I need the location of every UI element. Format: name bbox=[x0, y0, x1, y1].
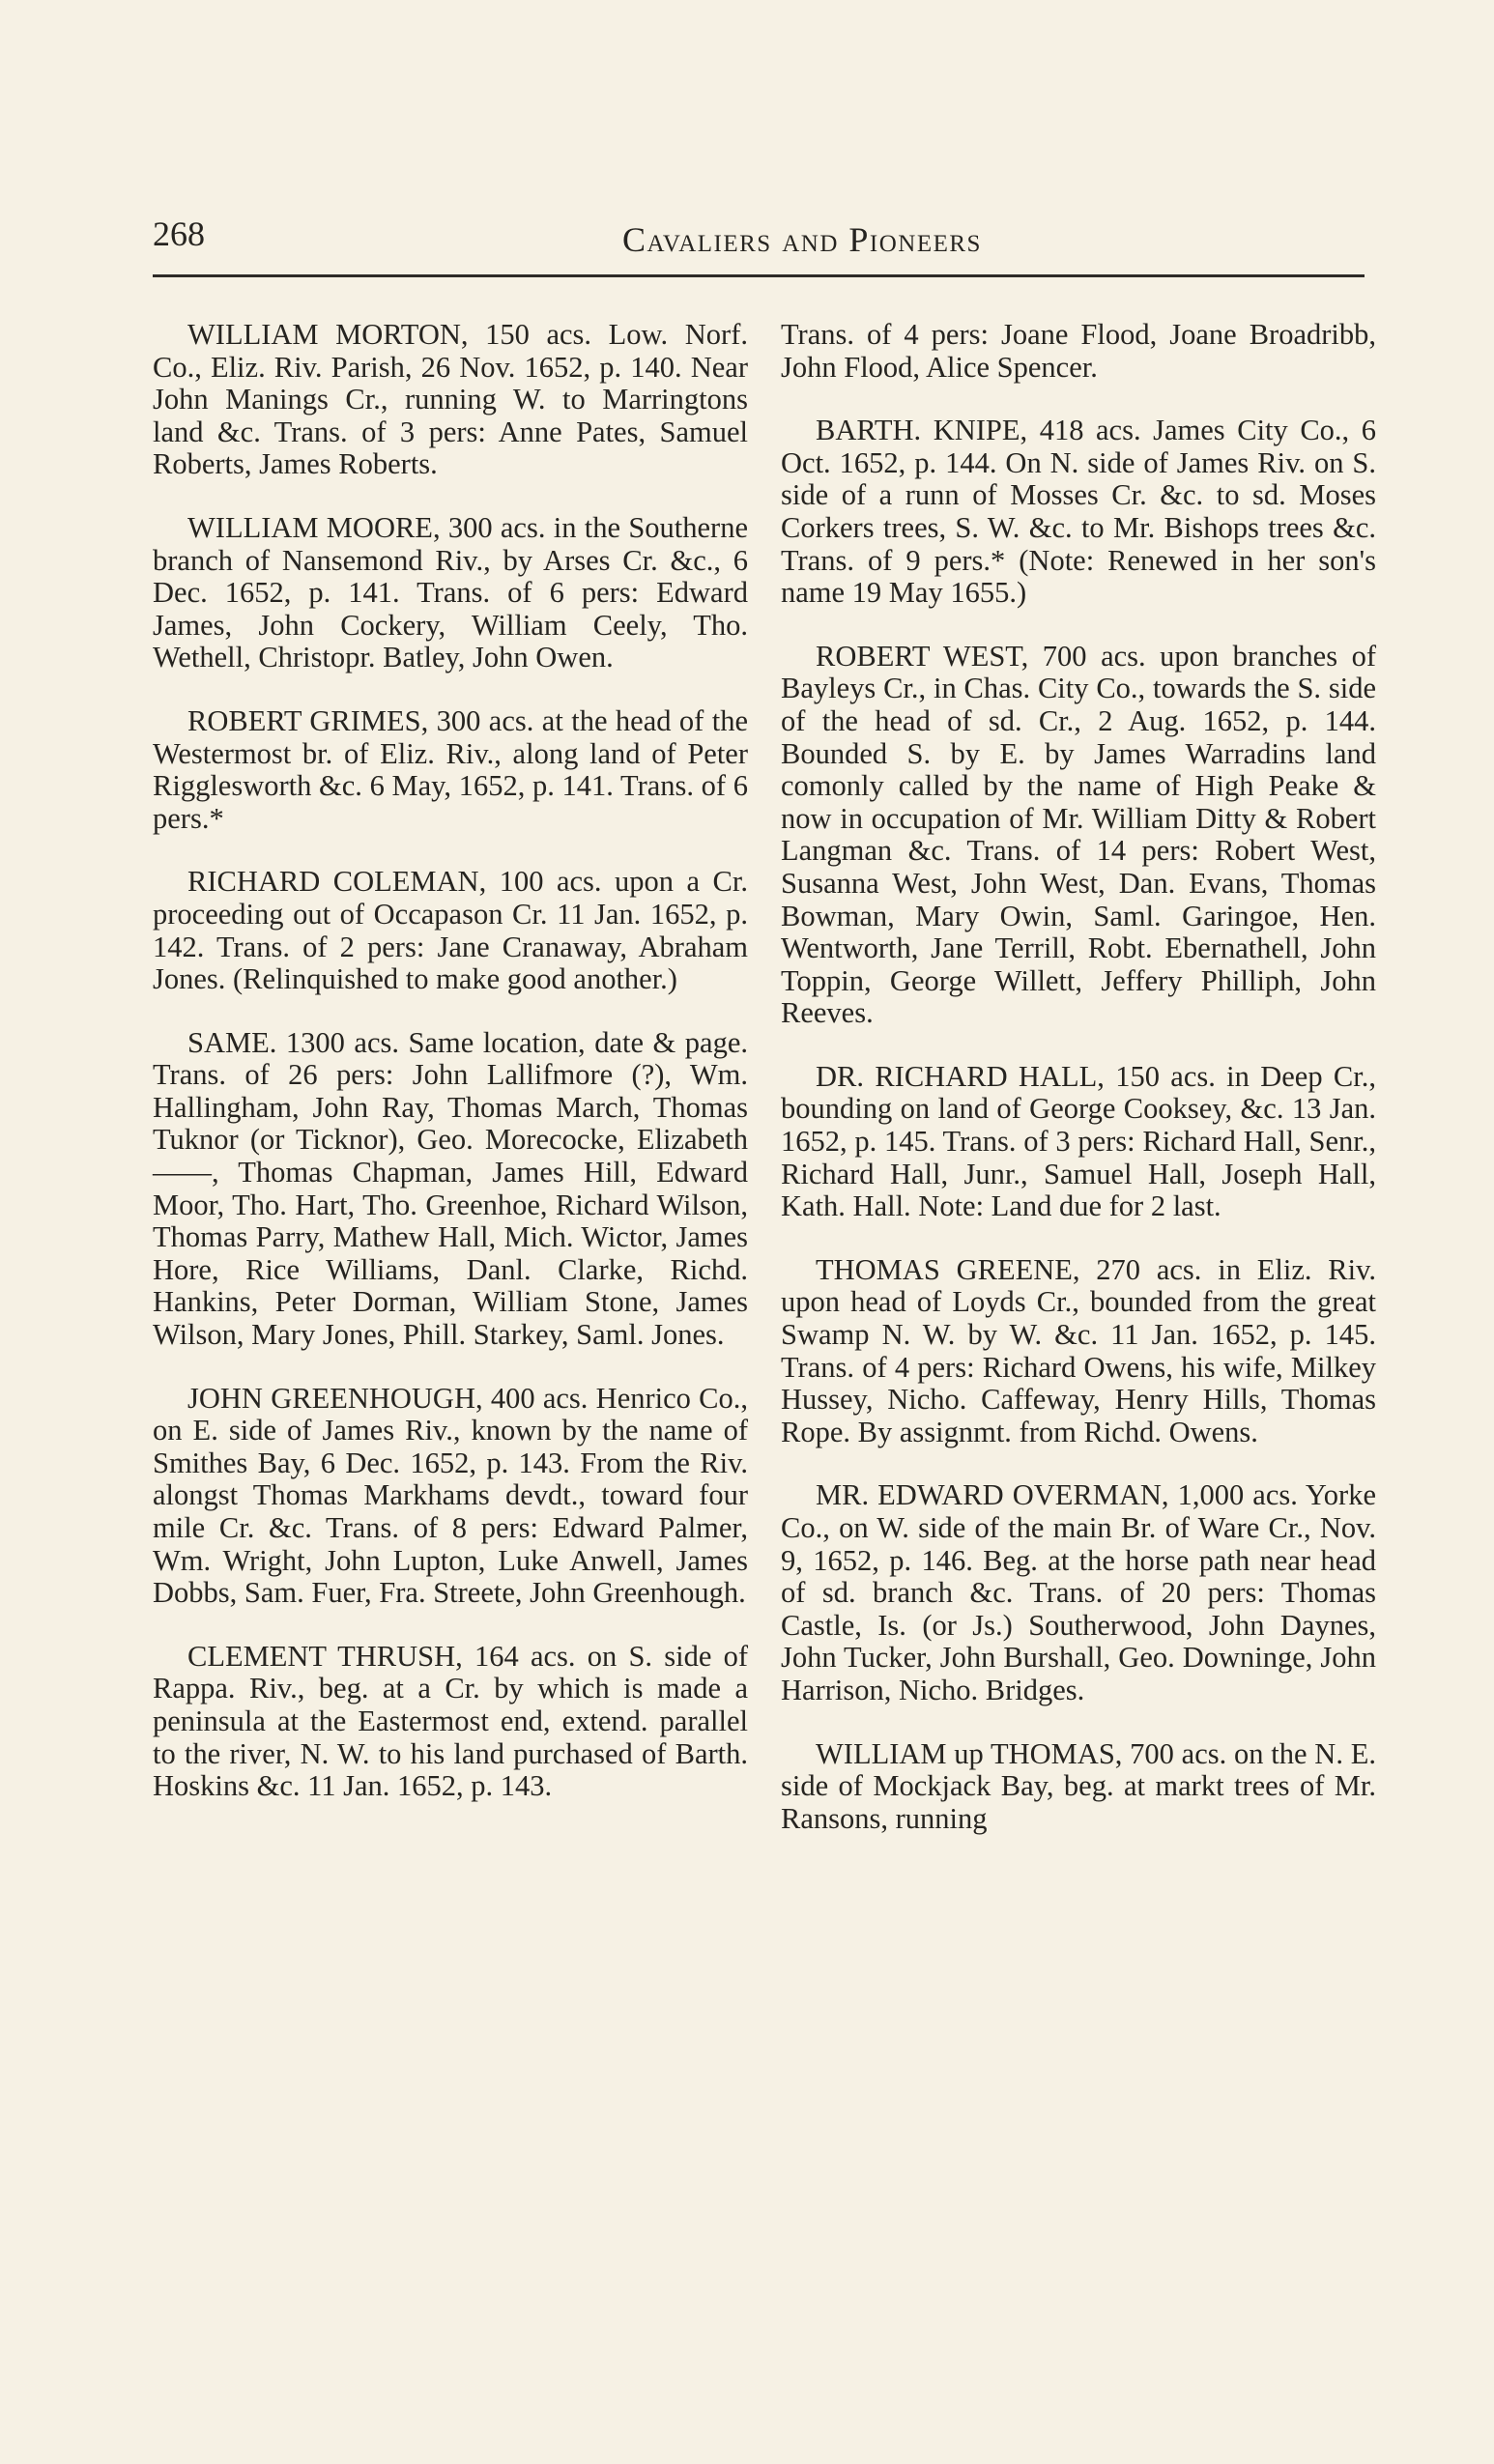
entry-william-up-thomas: WILLIAM up THOMAS, 700 acs. on the N. E. side of Mockjack Bay, beg. at markt trees of Mr. Ransons, running bbox=[781, 1736, 1376, 1835]
right-column bbox=[781, 319, 1376, 1866]
header-rule bbox=[153, 274, 1365, 277]
entry-clement-thrush: CLEMENT THRUSH, 164 acs. on S. side of Rappa. Riv., beg. at a Cr. by which is made a peninsula at the Eastermost end, extend. parallel to the river, N. W. to his land purchased of Barth. Hoskins &c. 11 Jan. 1652, p. 143. bbox=[153, 1639, 748, 1803]
entry-thomas-greene: THOMAS GREENE, 270 acs. in Eliz. Riv. upon head of Loyds Cr., bounded from the great Swamp N. W. by W. &c. 11 Jan. 1652, p. 145. Trans. of 4 pers: Richard Owens, his wife, Milkey Hussey, Nicho. Caffeway, Henry Hills, Thomas Rope. By assignmt. from Richd. Owens. bbox=[781, 1252, 1376, 1448]
running-title: Cavaliers and Pioneers bbox=[622, 220, 982, 259]
entry-edward-overman: MR. EDWARD OVERMAN, 1,000 acs. Yorke Co., on W. side of the main Br. of Ware Cr., Nov. 9, 1652, p. 146. Beg. at the horse path near head of sd. branch &c. Trans. of 20 pers: Thomas Castle, Is. (or Js.) Southerwood, John Daynes, John Tucker, John Burshall, Geo. Downinge, John Harrison, Nicho. Bridges. bbox=[781, 1478, 1376, 1706]
left-column bbox=[153, 319, 748, 1834]
page-number: 268 bbox=[153, 215, 205, 253]
entry-barth-knipe: BARTH. KNIPE, 418 acs. James City Co., 6 Oct. 1652, p. 144. On N. side of James Riv. on S. side of a runn of Mosses Cr. &c. to sd. Moses Corkers trees, S. W. &c. to Mr. Bishops trees &c. Trans. of 9 pers.* (Note: Renewed in her son's name 19 May 1655.) bbox=[781, 414, 1376, 610]
entry-william-morton: WILLIAM MORTON, 150 acs. Low. Norf. Co., Eliz. Riv. Parish, 26 Nov. 1652, p. 140. Near John Manings Cr., running W. to Marringtons land &c. Trans. of 3 pers: Anne Pates, Samuel Roberts, James Roberts. bbox=[153, 318, 748, 481]
entry-robert-west: ROBERT WEST, 700 acs. upon branches of Bayleys Cr., in Chas. City Co., towards the S. side of the head of sd. Cr., 2 Aug. 1652, p. 144. Bounded S. by E. by James Warradins land comonly called by the name of High Peake & now in occupation of Mr. William Ditty & Robert Langman &c. Trans. of 14 pers: Robert West, Susanna West, John West, Dan. Evans, Thomas Bowman, Mary Owin, Saml. Garingoe, Hen. Wentworth, Jane Terrill, Robt. Ebernathell, John Toppin, George Willett, Jeffery Philliph, John Reeves. bbox=[781, 639, 1376, 1030]
entry-continuation: Trans. of 4 pers: Joane Flood, Joane Broadribb, John Flood, Alice Spencer. bbox=[781, 318, 1376, 384]
entry-richard-hall: DR. RICHARD HALL, 150 acs. in Deep Cr., bounding on land of George Cooksey, &c. 13 Jan. 1652, p. 145. Trans. of 3 pers: Richard Hall, Senr., Richard Hall, Junr., Samuel Hall, Joseph Hall, Kath. Hall. Note: Land due for 2 last. bbox=[781, 1059, 1376, 1223]
entry-john-greenhough: JOHN GREENHOUGH, 400 acs. Henrico Co., on E. side of James Riv., known by the name of Smithes Bay, 6 Dec. 1652, p. 143. From the Riv. alongst Thomas Markhams devdt., toward four mile Cr. &c. Trans. of 8 pers: Edward Palmer, Wm. Wright, John Lupton, Luke Anwell, James Dobbs, Sam. Fuer, Fra. Streete, John Greenhough. bbox=[153, 1381, 748, 1610]
entry-richard-coleman: RICHARD COLEMAN, 100 acs. upon a Cr. proceeding out of Occapason Cr. 11 Jan. 1652, p. 142. Trans. of 2 pers: Jane Cranaway, Abraham Jones. (Relinquished to make good another.) bbox=[153, 865, 748, 996]
entry-robert-grimes: ROBERT GRIMES, 300 acs. at the head of the Westermost br. of Eliz. Riv., along land of Peter Rigglesworth &c. 6 May, 1652, p. 141. Trans. of 6 pers.* bbox=[153, 703, 748, 835]
entry-same: SAME. 1300 acs. Same location, date & page. Trans. of 26 pers: John Lallifmore (?), Wm. Hallingham, John Ray, Thomas March, Thomas Tuknor (or Ticknor), Geo. Morecocke, Elizabeth ——, Thomas Chapman, James Hill, Edward Moor, Tho. Hart, Tho. Greenhoe, Richard Wilson, Thomas Parry, Mathew Hall, Mich. Wictor, James Hore, Rice Williams, Danl. Clarke, Richd. Hankins, Peter Dorman, William Stone, James Wilson, Mary Jones, Phill. Starkey, Saml. Jones. bbox=[153, 1025, 748, 1352]
entry-william-moore: WILLIAM MOORE, 300 acs. in the Southerne branch of Nansemond Riv., by Arses Cr. &c., 6 Dec. 1652, p. 141. Trans. of 6 pers: Edward James, John Cockery, William Ceely, Tho. Wethell, Christopr. Batley, John Owen. bbox=[153, 510, 748, 674]
